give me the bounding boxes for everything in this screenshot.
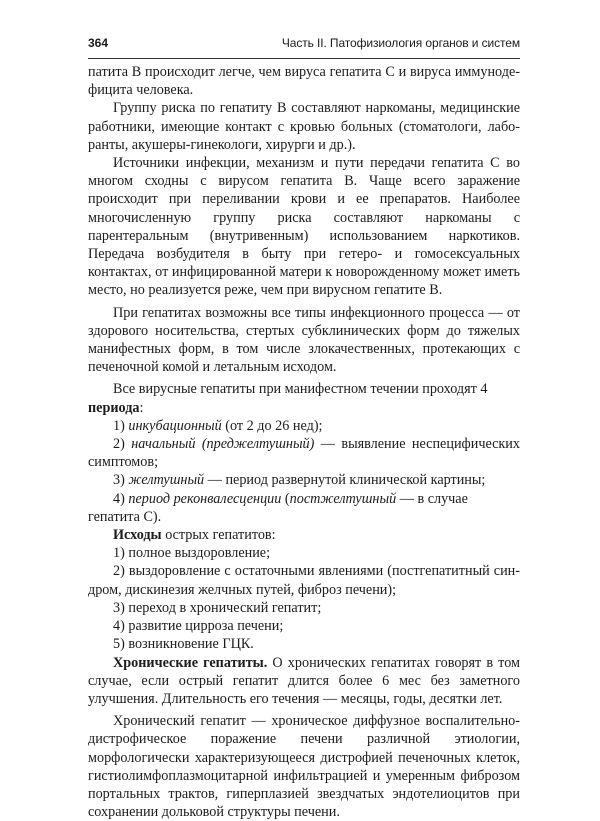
list-item-outcome-3: 3) переход в хронический гепатит; [113, 599, 322, 616]
running-title: Часть II. Патофизиология органов и систем [281, 36, 520, 50]
outcomes-heading: Исходы острых гепатитов: [113, 527, 276, 544]
list-item-period-2: 2) начальный (преджелтушный) — выявление неспецифических симптомов; [88, 436, 520, 471]
page-header [88, 33, 520, 53]
list-item-period-1: 1) инкубационный (от 2 до 26 нед); [113, 417, 323, 434]
bold-term-outcomes: Исходы [113, 527, 162, 544]
paragraph-periods-intro: Все вирусные гепатиты при манифестном течении проходят 4 периода: [88, 381, 488, 416]
page-number: 364 [88, 36, 109, 50]
paragraph-risk-group-b: Группу риска по гепатиту B составляют наркоманы, медицинские работники, имеющие контакт с кровью больных (стоматологи, лаборанты, акушеры-гинекологи, хирурги и др.). [88, 100, 520, 153]
list-item-outcome-2: 2) выздоровление с остаточными явлениями (постгепатитный синдром, дискинезия желчных путей, фиброз печени); [88, 563, 520, 598]
paragraph-infection-types: При гепатитах возможны все типы инфекционного процесса — от здорового носительства, стертых субклинических форм до тяжелых манифестных форм, в том числе злокачественных, протекающих с печеночной комой и летальным исходом. [88, 304, 520, 376]
paragraph-hepatitis-b-transmission: патита B происходит легче, чем вируса гепатита C и вируса иммунодефицита человека. [88, 64, 520, 99]
list-item-period-3: 3) желтушный — период развернутой клинической картины; [113, 472, 486, 489]
paragraph-chronic-hepatitis: Хронические гепатиты. О хронических гепатитах говорят в том случае, если острый гепатит длится более 6 мес без заметного улучшения. Длительность его течения — месяцы, годы, десятки лет. [88, 654, 520, 707]
bold-term-periods: периода [88, 399, 140, 416]
list-item-outcome-1: 1) полное выздоровление; [113, 545, 271, 562]
list-item-outcome-4: 4) развитие цирроза печени; [113, 618, 284, 635]
list-item-period-4: 4) период реконвалесценции (постжелтушный — в случае гепатита C). [88, 490, 468, 525]
bold-term-chronic: Хронические гепатиты. [113, 654, 268, 671]
header-rule [88, 58, 520, 59]
list-item-outcome-5: 5) возникновение ГЦК. [113, 636, 254, 653]
paragraph-chronic-definition: Хронический гепатит — хроническое диффузное воспалительно-дистрофическое поражение печени различной этиологии, морфологически характеризующееся дистрофией печеночных клеток, гистиолимфоплазмоцитарной инфильтрацией и умеренным фиброзом портальных трактов, гиперплазией звездчатых эндотелиоцитов при сохранении дольковой структуры печени. [88, 713, 520, 821]
paragraph-hepatitis-c: Источники инфекции, механизм и пути передачи гепатита C во многом сходны с вирусом гепатита B. Чаще всего заражение происходит при переливании крови и ее препаратов. Наиболее многочисленную группу риска составляют наркоманы с парентеральным (внутривенным) использованием наркотиков. Передача возбудителя в быту при гетеро- и гомосексуальных контактах, от инфицированной матери к новорожденному может иметь место, но реализуется реже, чем при вирусном гепатите B. [88, 155, 520, 299]
body-text [88, 63, 520, 821]
